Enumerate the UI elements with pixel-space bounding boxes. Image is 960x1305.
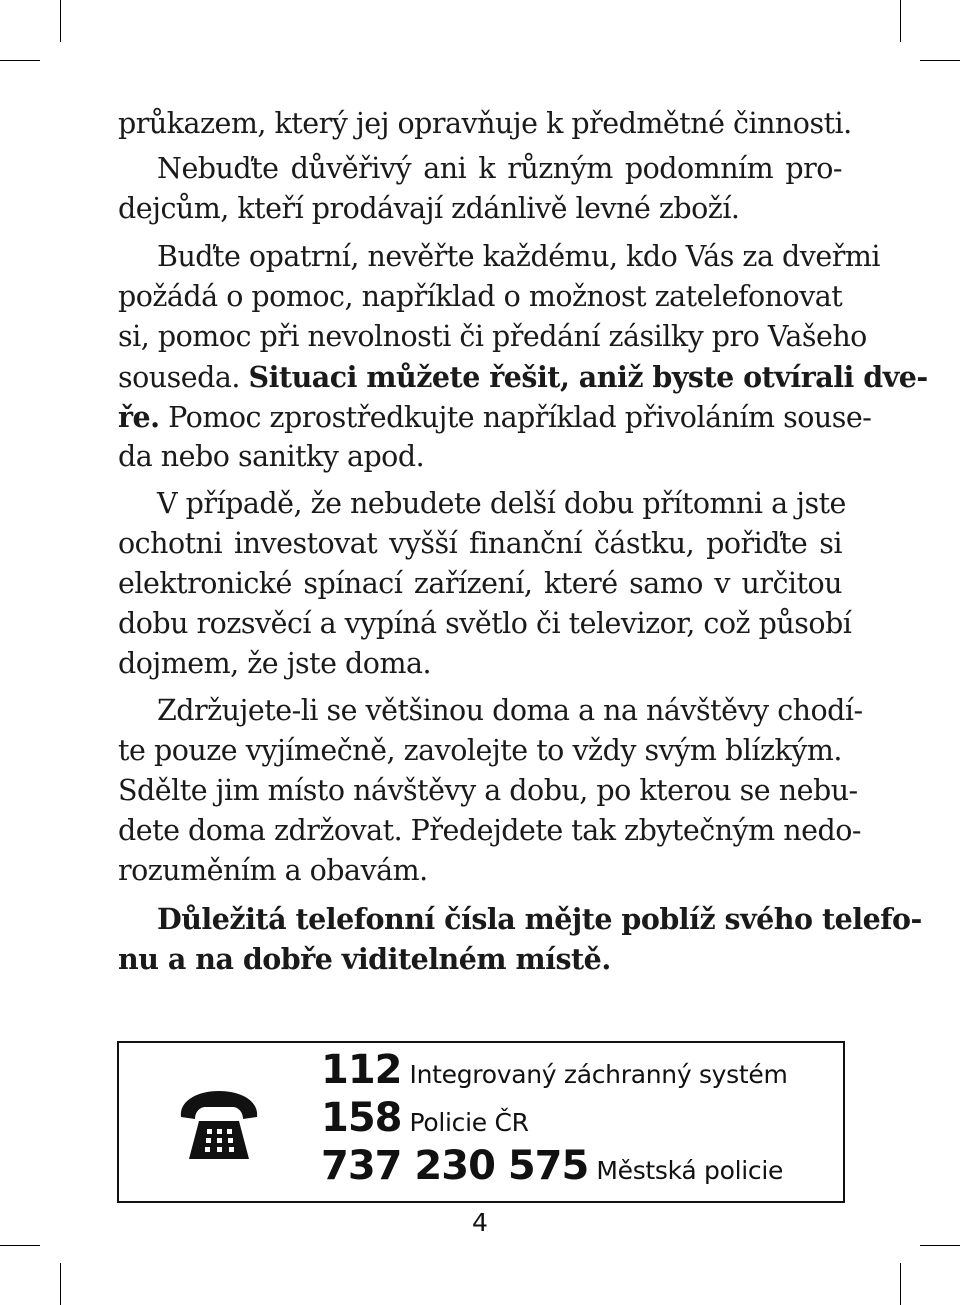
page-number: 4 [472, 1208, 488, 1237]
crop-mark [0, 1245, 40, 1246]
paragraph-line: V případě, že nebudete delší dobu přítomni a jste [157, 487, 846, 520]
paragraph-line: si, pomoc při nevolnosti či předání zásilky pro Vašeho [118, 320, 867, 353]
emergency-numbers-box [117, 1041, 845, 1203]
emphasis-text: ře. [118, 400, 160, 434]
crop-mark [900, 0, 901, 42]
crop-mark [60, 1263, 61, 1305]
crop-mark [900, 1263, 901, 1305]
phone-label: Městská policie [596, 1156, 784, 1185]
paragraph-line: dojmem, že jste doma. [118, 647, 432, 680]
paragraph-line: ochotni investovat vyšší finanční částku, pořiďte si [118, 527, 842, 560]
paragraph-line: dete doma zdržovat. Předejdete tak zbytečným nedo- [118, 814, 861, 847]
crop-mark [60, 0, 61, 42]
paragraph-line [118, 357, 928, 398]
important-note-line: Důležitá telefonní čísla mějte poblíž svého telefo- [157, 902, 922, 936]
paragraph-line [118, 397, 872, 438]
phone-number: 737 230 575 [321, 1143, 589, 1189]
paragraph-line: elektronické spínací zařízení, které samo v určitou [118, 567, 842, 600]
paragraph-line: Buďte opatrní, nevěřte každému, kdo Vás za dveřmi [157, 240, 880, 273]
paragraph-line: dejcům, kteří prodávají zdánlivě levné zboží. [118, 192, 740, 225]
phone-entry [321, 1143, 783, 1189]
crop-mark [920, 60, 960, 61]
text-span: Pomoc zprostředkujte například přivoláním souse- [159, 401, 872, 434]
crop-mark [920, 1245, 960, 1246]
paragraph-line: Sdělte jim místo návštěvy a dobu, po kterou se nebu- [118, 774, 858, 807]
emphasis-text: Situaci můžete řešit, aniž byste otvírali dve- [248, 360, 928, 394]
paragraph-line: Nebuďte důvěřivý ani k různým podomním pro- [157, 152, 842, 185]
text-span: souseda. [118, 361, 249, 394]
paragraph-line: dobu rozsvěcí a vypíná světlo či televizor, což působí [118, 607, 852, 640]
phone-label: Policie ČR [409, 1108, 529, 1137]
phone-label: Integrovaný záchranný systém [409, 1060, 788, 1089]
paragraph-line: požádá o pomoc, například o možnost zatelefonovat [118, 280, 843, 313]
paragraph-line: Zdržujete-li se většinou doma a na návštěvy chodí- [157, 694, 863, 727]
crop-mark [0, 60, 40, 61]
phone-number: 112 [321, 1047, 402, 1093]
important-note-line: nu a na dobře viditelném místě. [118, 942, 611, 976]
phone-entry [321, 1047, 788, 1093]
phone-number: 158 [321, 1095, 402, 1141]
paragraph-line: rozuměním a obavám. [118, 854, 428, 887]
phone-entry [321, 1095, 529, 1141]
paragraph-line: průkazem, který jej opravňuje k předmětné činnosti. [118, 107, 852, 140]
paragraph-line: te pouze vyjímečně, zavolejte to vždy svým blízkým. [118, 734, 842, 767]
telephone-icon [173, 1087, 265, 1163]
paragraph-line: da nebo sanitky apod. [118, 440, 425, 473]
